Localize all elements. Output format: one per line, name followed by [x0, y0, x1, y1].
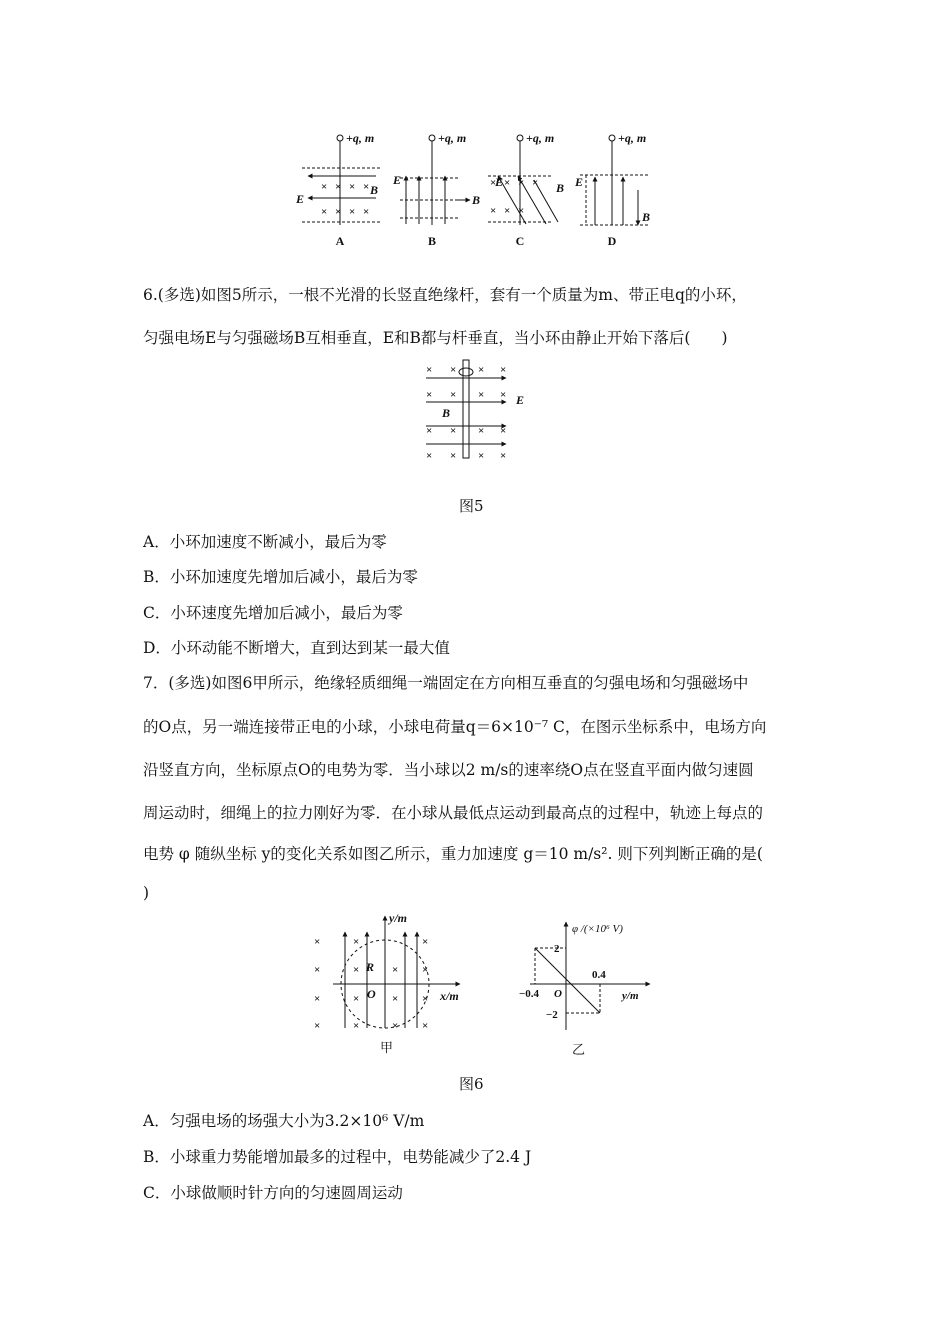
svg-text:×: × — [478, 425, 485, 437]
svg-text:×: × — [422, 936, 429, 948]
label-e-a: E — [296, 192, 305, 206]
label-e-b: E — [393, 173, 402, 187]
figure-options-abcd — [290, 128, 670, 250]
label-e-c: E — [495, 175, 504, 189]
cross-marks: × — [321, 181, 328, 193]
svg-text:×: × — [450, 389, 457, 401]
label-b-b: B — [472, 193, 481, 207]
q6-option-b: B．小环加速度先增加后减小，最后为零 — [143, 568, 418, 586]
fig5-label-e: E — [516, 393, 525, 407]
q6-option-c: C．小环速度先增加后减小，最后为零 — [143, 604, 403, 622]
svg-text:×: × — [504, 205, 511, 217]
svg-text:×: × — [363, 181, 370, 193]
svg-text:×: × — [363, 206, 370, 218]
label-b-c: B — [556, 181, 565, 195]
svg-text:×: × — [450, 425, 457, 437]
svg-text:×: × — [349, 206, 356, 218]
svg-text:×: × — [478, 364, 485, 376]
yi-tick-neg0-4: −0.4 — [519, 988, 540, 1000]
figure-5 — [420, 358, 530, 464]
yi-origin-label: O — [554, 988, 562, 1000]
yi-label: 乙 — [572, 1042, 586, 1057]
svg-text:×: × — [426, 389, 433, 401]
label-b-d: B — [642, 210, 651, 224]
svg-text:×: × — [500, 389, 507, 401]
yi-tick-2: 2 — [554, 943, 560, 955]
option-letter-d: D — [607, 234, 617, 248]
svg-text:×: × — [353, 964, 360, 976]
option-letter-a: A — [335, 234, 345, 248]
fig5-label-b: B — [442, 406, 451, 420]
svg-text:×: × — [490, 177, 497, 189]
jia-x-axis-label: x/m — [440, 989, 459, 1003]
svg-text:×: × — [426, 450, 433, 462]
charge-label-a: +q, m — [346, 131, 375, 145]
svg-text:×: × — [314, 936, 321, 948]
svg-text:×: × — [314, 1020, 321, 1032]
figure-6-jia — [305, 908, 470, 1058]
option-letter-b: B — [427, 234, 437, 248]
q6-stem-line-2: 匀强电场E与匀强磁场B互相垂直，E和B都与杆垂直，当小环由静止开始下落后( ) — [143, 329, 728, 347]
yi-phi-axis-label: φ /(×10⁶ V) — [572, 923, 623, 935]
figure-6-yi — [510, 918, 670, 1058]
svg-text:×: × — [450, 364, 457, 376]
jia-label: 甲 — [380, 1040, 394, 1055]
q7-stem-line-2: 的O点，另一端连接带正电的小球，小球电荷量q＝6×10⁻⁷ C，在图示坐标系中，电场方向 — [143, 718, 767, 736]
q6-stem-line-1: 6.(多选)如图5所示，一根不光滑的长竖直绝缘杆，套有一个质量为m、带正电q的小环， — [143, 286, 747, 304]
svg-text:×: × — [422, 964, 429, 976]
svg-text:×: × — [518, 205, 525, 217]
svg-text:×: × — [426, 425, 433, 437]
svg-text:×: × — [422, 1020, 429, 1032]
q7-option-c: C．小球做顺时针方向的匀速圆周运动 — [143, 1184, 403, 1202]
yi-tick-neg2: −2 — [546, 1009, 558, 1021]
jia-y-axis-label: y/m — [389, 911, 407, 925]
q7-stem-line-4: 周运动时，细绳上的拉力刚好为零．在小球从最低点运动到最高点的过程中，轨迹上每点的 — [143, 804, 764, 822]
q7-stem-line-3: 沿竖直方向，坐标原点O的电势为零．当小球以2 m/s的速率绕O点在竖直平面内做匀速圆 — [143, 761, 754, 779]
svg-text:×: × — [353, 1020, 360, 1032]
q7-stem-line-1: 7．(多选)如图6甲所示，绝缘轻质细绳一端固定在方向相互垂直的匀强电场和匀强磁场中 — [143, 674, 749, 692]
option-letter-c: C — [515, 234, 525, 248]
svg-text:×: × — [490, 205, 497, 217]
jia-origin-label: O — [367, 987, 376, 1001]
svg-text:×: × — [422, 993, 429, 1005]
label-b-a: B — [370, 183, 379, 197]
q7-stem-line-6: ) — [143, 884, 150, 902]
label-e-d: E — [575, 175, 584, 189]
q7-option-b: B．小球重力势能增加最多的过程中，电势能减少了2.4 J — [143, 1148, 532, 1166]
svg-text:×: × — [335, 206, 342, 218]
svg-text:×: × — [353, 993, 360, 1005]
svg-text:×: × — [500, 425, 507, 437]
svg-text:×: × — [321, 206, 328, 218]
svg-text:×: × — [532, 177, 539, 189]
svg-text:×: × — [478, 450, 485, 462]
svg-text:×: × — [392, 964, 399, 976]
svg-text:×: × — [335, 181, 342, 193]
svg-text:×: × — [450, 450, 457, 462]
svg-text:×: × — [392, 1020, 399, 1032]
charge-label-c: +q, m — [526, 131, 555, 145]
svg-text:×: × — [500, 450, 507, 462]
q7-option-a: A．匀强电场的场强大小为3.2×10⁶ V/m — [143, 1112, 425, 1130]
svg-text:×: × — [426, 364, 433, 376]
svg-text:×: × — [478, 389, 485, 401]
yi-y-axis-label: y/m — [622, 990, 639, 1002]
svg-text:×: × — [353, 936, 360, 948]
svg-text:×: × — [500, 364, 507, 376]
q6-option-a: A．小环加速度不断减小，最后为零 — [143, 533, 387, 551]
figure-5-caption: 图5 — [459, 497, 484, 515]
q6-option-d: D．小环动能不断增大，直到达到某一最大值 — [143, 639, 450, 657]
charge-label-d: +q, m — [618, 131, 647, 145]
jia-radius-label: R — [366, 960, 375, 974]
charge-label-b: +q, m — [438, 131, 467, 145]
svg-text:×: × — [392, 993, 399, 1005]
svg-text:×: × — [314, 993, 321, 1005]
svg-text:×: × — [314, 964, 321, 976]
svg-text:×: × — [349, 181, 356, 193]
svg-text:×: × — [518, 177, 525, 189]
figure-6-caption: 图6 — [459, 1075, 484, 1093]
svg-text:×: × — [504, 177, 511, 189]
q7-stem-line-5: 电势 φ 随纵坐标 y的变化关系如图乙所示，重力加速度 g＝10 m/s². 则下列判断正确的是( — [143, 845, 763, 863]
yi-tick-0-4: 0.4 — [592, 969, 606, 981]
